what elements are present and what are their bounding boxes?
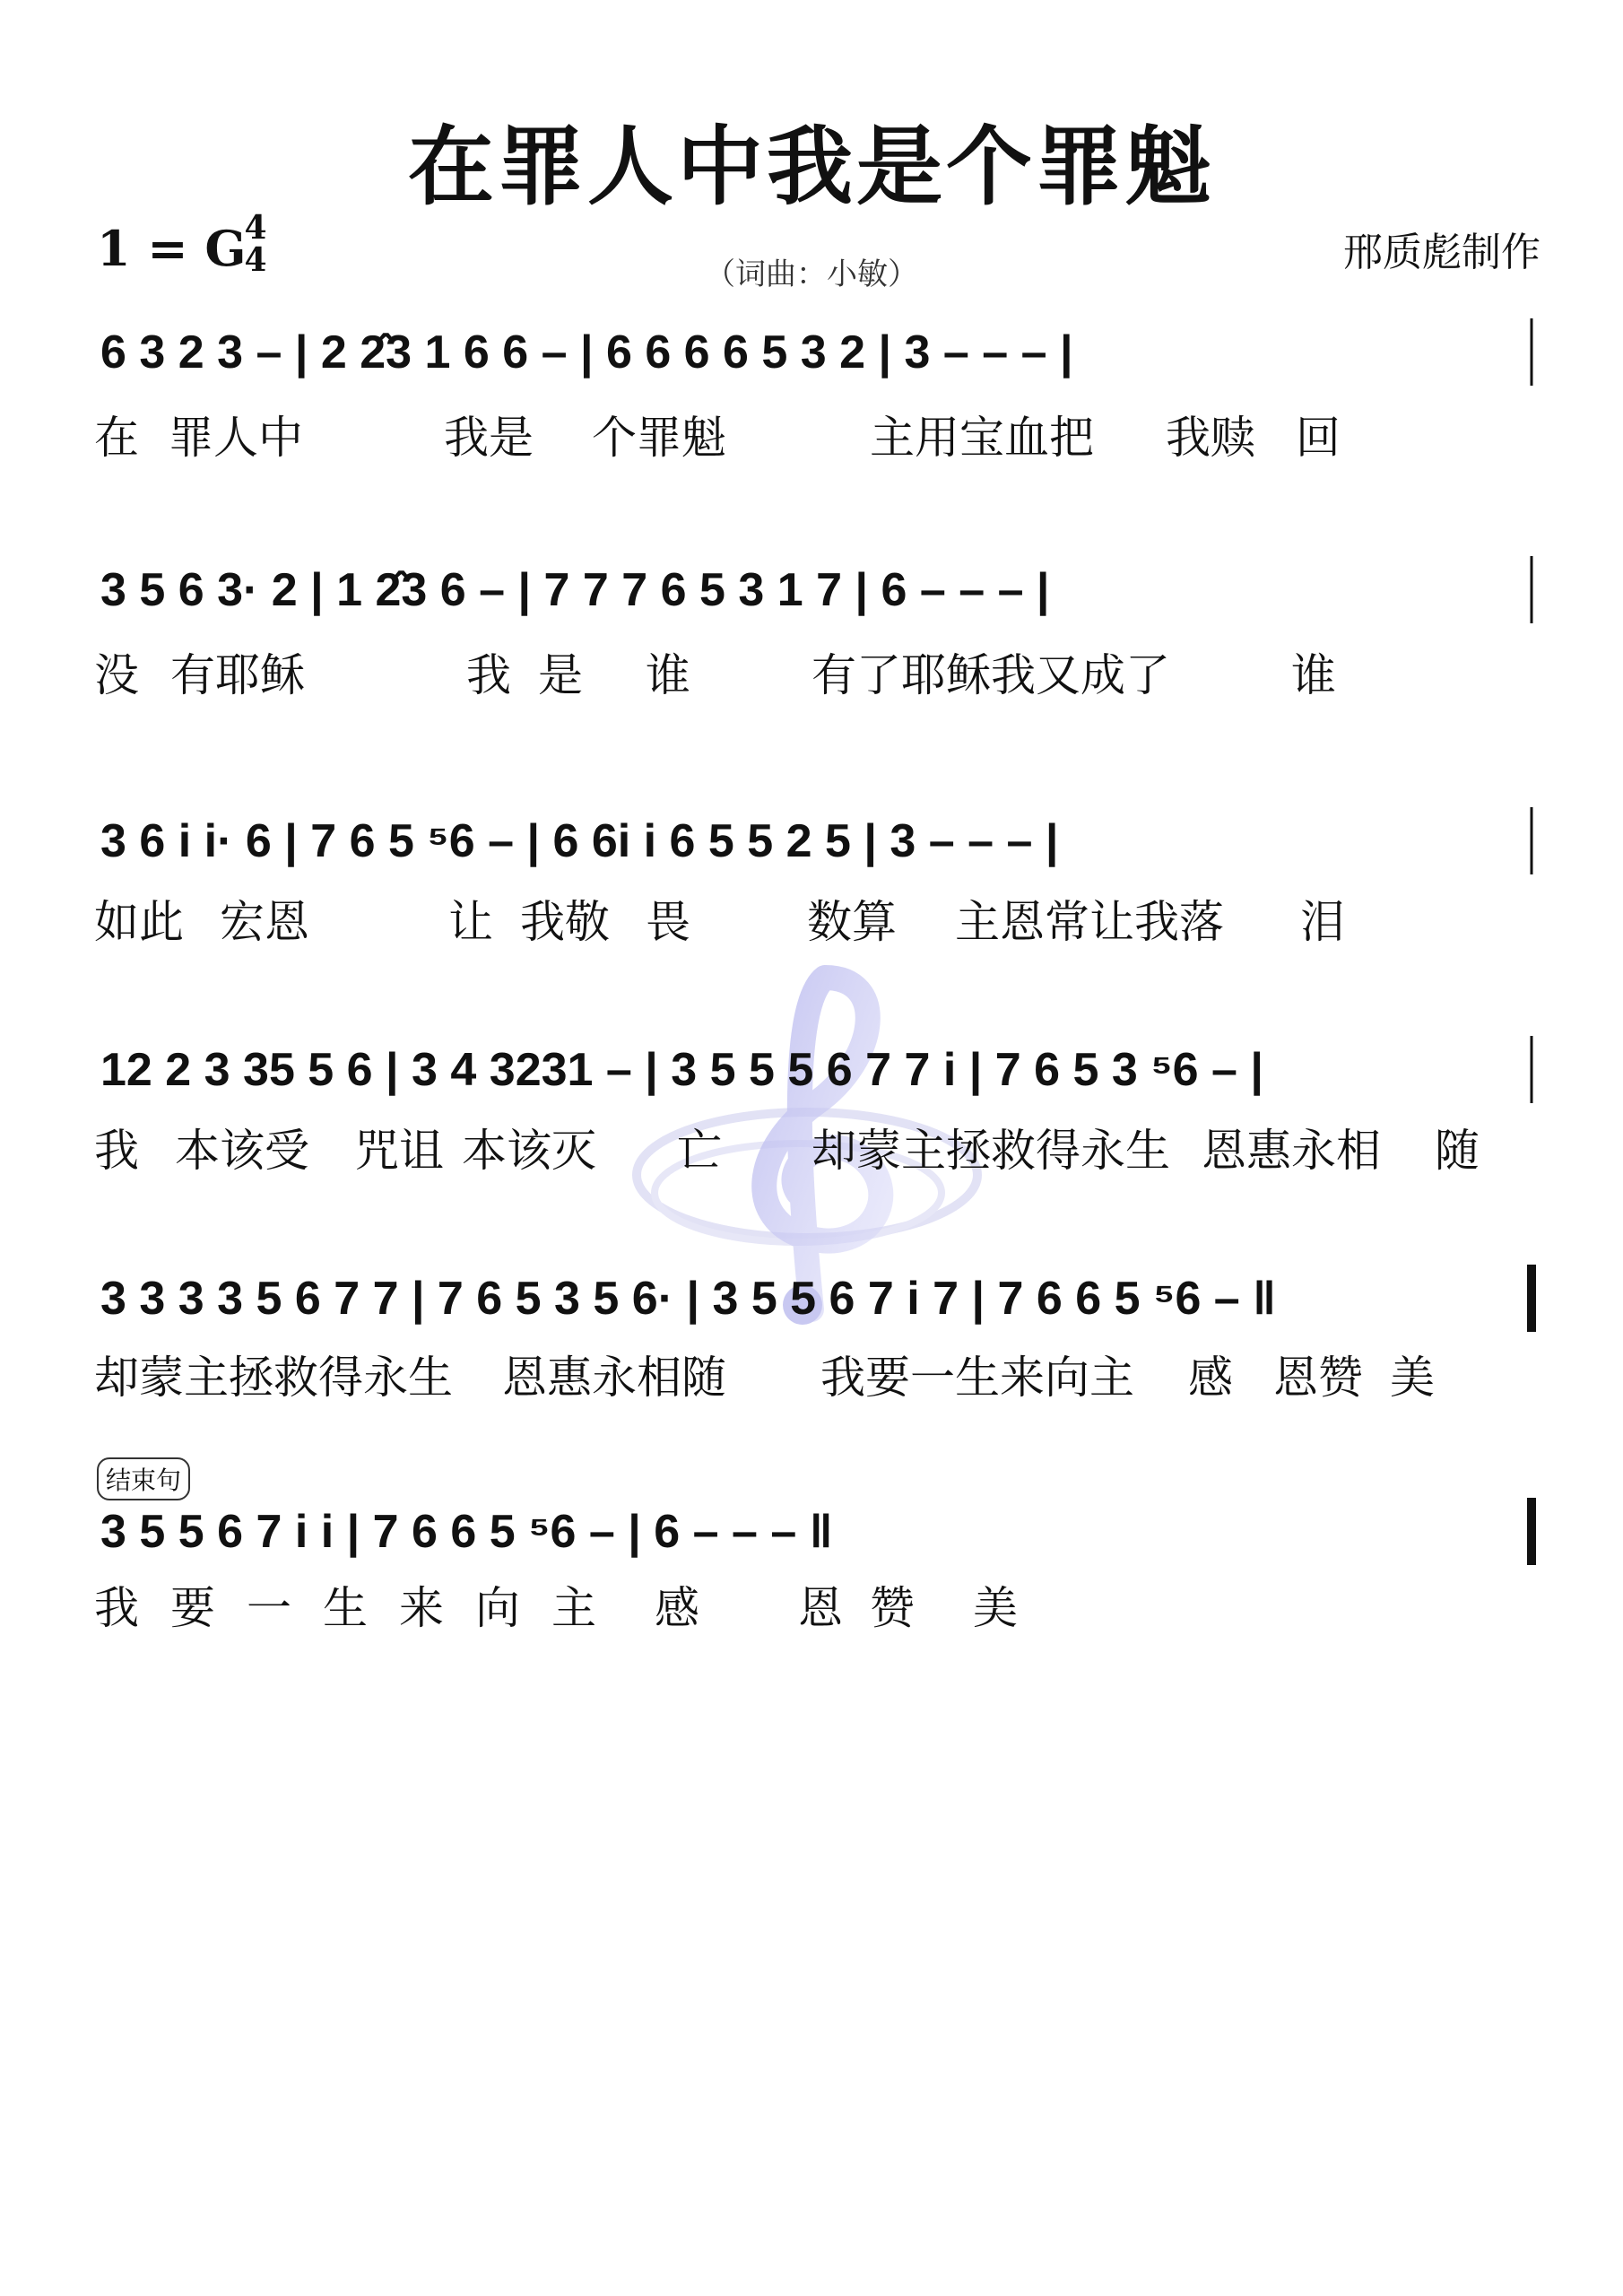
- credits: （词曲：小敏）: [705, 257, 918, 292]
- lyric-word: 主用宝血把: [870, 412, 1094, 464]
- notation-row: 12 2 3 35 5 6 | 3 4 3231 – | 3 5 5 5 6 7 7 i | 7 6 5 3 ⁵6 – |: [100, 1044, 1263, 1096]
- lyric-word: 是: [538, 649, 583, 701]
- lyric-word: 谁: [1291, 649, 1336, 701]
- lyric-word: 来: [399, 1582, 444, 1634]
- lyric-word: 本该灭: [462, 1125, 596, 1177]
- author: 邢质彪制作: [1343, 230, 1541, 275]
- lyric-word: 主: [551, 1582, 596, 1634]
- lyric-word: 却蒙主拯救得永生: [94, 1352, 453, 1404]
- notation-row: 6 3 2 3 – | 2 2̂3 1 6 6 – | 6 6 6 6 5 3 2 | 3 – – – |: [100, 326, 1073, 378]
- lyric-word: 泪: [1300, 896, 1345, 948]
- meter-bottom: 4: [244, 241, 267, 279]
- lyric-word: 恩: [798, 1582, 843, 1634]
- lyric-word: 主恩常让我落: [955, 896, 1224, 948]
- lyric-word: 生: [323, 1582, 368, 1634]
- lyric-word: 没: [94, 649, 139, 701]
- lyric-word: 宏恩: [220, 896, 309, 948]
- lyric-word: 一: [247, 1582, 291, 1634]
- lyric-word: 向: [475, 1582, 520, 1634]
- lyric-word: 畏: [646, 896, 690, 948]
- lyric-word: 让: [448, 896, 493, 948]
- notation-row: 3 3 3 3 5 6 7 7 | 7 6 5 3 5 6· | 3 5 5 6 7 i 7 | 7 6 6 5 ⁵6 – ‖: [100, 1273, 1277, 1325]
- lyric-word: 却蒙主拯救得永生: [812, 1125, 1170, 1177]
- meter-top: 4: [244, 209, 267, 247]
- lyric-word: 美: [1390, 1352, 1435, 1404]
- lyric-word: 我是: [444, 412, 534, 464]
- lyric-word: 回: [1296, 412, 1341, 464]
- lyric-word: 我: [94, 1582, 139, 1634]
- lyric-word: 要: [170, 1582, 215, 1634]
- lyric-word: 我要一生来向主: [820, 1352, 1134, 1404]
- lyric-word: 恩赞: [1273, 1352, 1363, 1404]
- lyric-word: 我敬: [520, 896, 610, 948]
- lyric-word: 咒诅: [354, 1125, 444, 1177]
- lyric-word: 亡: [677, 1125, 722, 1177]
- notation-row: 3 5 6 3· 2 | 1 2̂3 6 – | 7 7 7 6 5 3 1 7 | 6 – – – |: [100, 564, 1050, 616]
- notation-row: 3 5 5 6 7 i i | 7 6 6 5 ⁵6 – | 6 – – – ‖: [100, 1506, 833, 1558]
- lyric-word: 我赎: [1166, 412, 1255, 464]
- lyric-word: 谁: [646, 649, 690, 701]
- lyric-word: 我: [94, 1125, 139, 1177]
- ending-section-tag: 结束句: [97, 1457, 190, 1500]
- lyric-word: 罪人中: [169, 412, 303, 464]
- lyric-word: 在: [94, 412, 139, 464]
- lyric-word: 我: [466, 649, 511, 701]
- lyric-word: 数算: [807, 896, 897, 948]
- song-title: 在罪人中我是个罪魁: [408, 116, 1215, 217]
- lyric-word: 感: [1188, 1352, 1233, 1404]
- lyric-word: 有了耶稣我又成了: [812, 649, 1170, 701]
- lyric-word: 感: [655, 1582, 699, 1634]
- lyric-word: 个罪魁: [592, 412, 726, 464]
- lyric-word: 本该受: [175, 1125, 309, 1177]
- lyric-word: 如此: [94, 896, 184, 948]
- lyric-word: 美: [973, 1582, 1018, 1634]
- lyric-word: 赞: [870, 1582, 915, 1634]
- notation-row: 3 6 i i· 6 | 7 6 5 ⁵6 – | 6 6i i 6 5 5 2 5 | 3 – – – |: [100, 815, 1059, 867]
- lyric-word: 随: [1435, 1125, 1480, 1177]
- lyric-word: 恩惠永相: [1202, 1125, 1381, 1177]
- lyric-word: 恩惠永相随: [502, 1352, 726, 1404]
- lyric-word: 有耶稣: [170, 649, 305, 701]
- key-signature: 1 = G: [97, 220, 247, 277]
